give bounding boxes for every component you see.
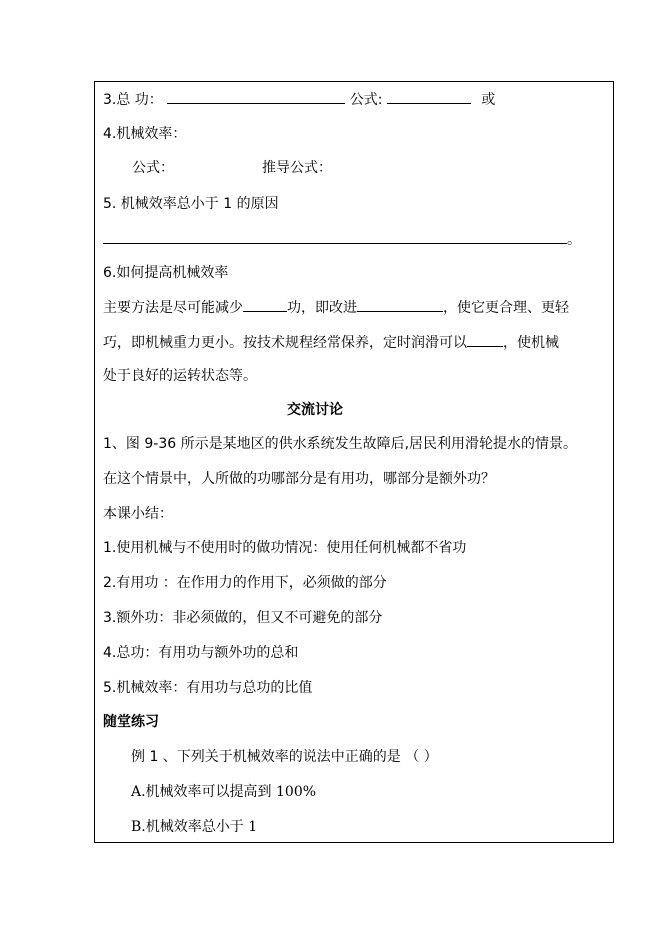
question-3-label: 3.总 功： [103,92,163,108]
summary-item: 5.机械效率：有用功与总功的比值 [103,680,313,696]
practice-title: 随堂练习 [103,714,159,730]
blank-improve [357,297,443,312]
question-5-end: 。 [567,232,581,248]
blank-reason [103,229,567,244]
discussion-question-line-1: 1、图 9-36 所示是某地区的供水系统发生故障后,居民利用滑轮提水的情景。 [103,436,578,452]
summary-item: 3.额外功：非必须做的，但又不可避免的部分 [103,610,383,626]
question-3-or: 或 [481,92,496,108]
discussion-question-line-2: 在这个情景中，人所做的功哪部分是有用功，哪部分是额外功？ [103,471,495,487]
question-4-label: 4.机械效率： [103,126,187,142]
option-b: B.机械效率总小于 1 [131,819,258,835]
question-6-line-3: 处于良好的运转状态等。 [103,368,257,384]
summary-item: 1.使用机械与不使用时的做功情况：使用任何机械都不省功 [103,540,467,556]
q6-line1-part-a: 主要方法是尽可能减少 [103,300,243,316]
question-6-line-2 [103,332,559,353]
blank-lubricate [467,332,503,347]
blank-reduce-work [243,297,287,312]
summary-title: 本课小结： [103,506,173,522]
question-6-line-1 [103,297,569,318]
q6-line2-part-b: ，使机械 [503,335,559,351]
question-5-answer-line [103,229,581,250]
question-6-label: 6.如何提高机械效率 [103,265,229,281]
question-3-row [103,89,495,110]
summary-item: 2.有用功 ：在作用力的作用下，必须做的部分 [103,575,387,591]
derived-formula-label: 推导公式： [262,160,332,176]
summary-item: 4.总功：有用功与额外功的总和 [103,645,299,661]
blank-total-work-formula [387,89,471,104]
q6-line2-part-a: 巧，即机械重力更小。按技术规程经常保养，定时润滑可以 [103,335,467,351]
blank-total-work [167,89,345,104]
discussion-title: 交流讨论 [287,402,343,418]
question-3-formula-label: 公式: [349,92,383,108]
question-5-label: 5. 机械效率总小于 1 的原因 [103,196,279,212]
option-a: A.机械效率可以提高到 100% [131,784,317,800]
q6-line1-part-c: ，使它更合理、更轻 [443,300,569,316]
formula-label: 公式： [132,160,174,176]
practice-example-1: 例 1 、下列关于机械效率的说法中正确的是 （ ） [131,749,438,765]
q6-line1-part-b: 功，即改进 [287,300,357,316]
